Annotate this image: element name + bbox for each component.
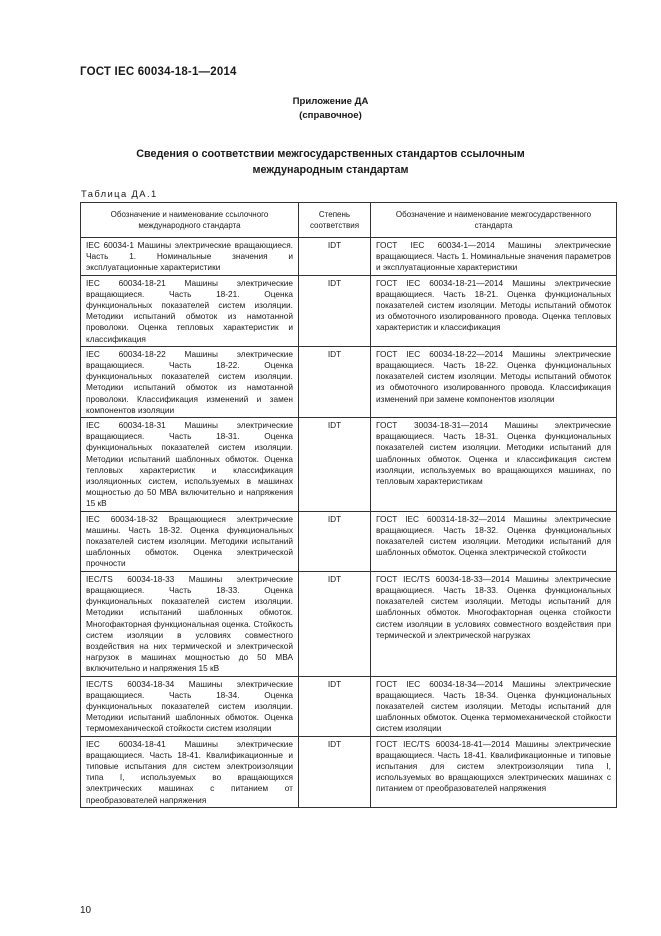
degree-cell: IDT xyxy=(299,736,371,807)
document-title: Сведения о соответствии межгосударственных стандартов ссылочным международным стандартам xyxy=(136,148,525,176)
correspondence-table xyxy=(80,202,617,808)
interstate-standard-cell: ГОСТ IEC 60034-18-34—2014 Машины электрические вращающиеся. Часть 18-34. Оценка функциональных показателей систем изоляции. Методы испытаний для шаблонных обмоток. Оценка термомеханической стойкости систем изоляции xyxy=(371,676,617,736)
international-standard-cell: IEC 60034-1 Машины электрические вращающиеся. Часть 1. Номинальные значения и эксплуатационные характеристики xyxy=(81,238,299,276)
table-row xyxy=(81,346,617,417)
interstate-standard-cell: ГОСТ IEC 600314-18-32—2014 Машины электрические вращающиеся. Часть 18-32. Оценка функциональных показателей систем изоляции. Методики испытаний для шаблонных обмоток. Оценка электрической стойкости xyxy=(371,511,617,571)
column-header-interstate: Обозначение и наименование межгосударственного стандарта xyxy=(371,203,617,238)
degree-cell: IDT xyxy=(299,571,371,676)
table-header-row xyxy=(81,203,617,238)
international-standard-cell: IEC 60034-18-31 Машины электрические вращающиеся. Часть 18-31. Оценка функциональных показателей систем изоляции. Методики испытаний шаблонных обмоток. Оценка тепловых характеристик и классификация изоляционных систем, используемых в машинах мощностью до 50 МВА включительно и напряжения 15 кВ xyxy=(81,418,299,512)
interstate-standard-cell: ГОСТ IEC 60034-18-21—2014 Машины электрические вращающиеся. Часть 18-21. Оценка функциональных показателей систем изоляции. Методы испытаний обмоток из обмоточного изолированного провода. Оценка тепловых характеристик и классификация xyxy=(371,275,617,346)
international-standard-cell: IEC 60034-18-21 Машины электрические вращающиеся. Часть 18-21. Оценка функциональных показателей систем изоляции. Методики испытаний обмоток из намотанной проволоки. Оценка тепловых характеристик и классификация xyxy=(81,275,299,346)
interstate-standard-cell: ГОСТ IEC 60034-18-22—2014 Машины электрические вращающиеся. Часть 18-22. Оценка функциональных показателей систем изоляции. Методы испытаний обмоток из обмоточного изолированного провода. Классификация изменений при замене компонентов изоляции xyxy=(371,346,617,417)
table-label: Таблица ДА.1 xyxy=(81,188,158,199)
international-standard-cell: IEC 60034-18-22 Машины электрические вращающиеся. Часть 18-22. Оценка функциональных показателей систем изоляции. Методики испытаний обмоток из намотанной проволоки. Классификация изменений и замен компонентов изоляции xyxy=(81,346,299,417)
interstate-standard-cell: ГОСТ IEC 60034-1—2014 Машины электрические вращающиеся. Часть 1. Номинальные значения параметров и эксплуатационные характеристики xyxy=(371,238,617,276)
appendix-title: Приложение ДА xyxy=(292,96,369,107)
table-row xyxy=(81,511,617,571)
interstate-standard-cell: ГОСТ 30034-18-31—2014 Машины электрические вращающиеся. Часть 18-31. Оценка функциональных показателей систем изоляции. Методики испытаний для шаблонных обмоток. Оценка и классификация систем изоляции, используемых во вращающихся машинах, по тепловым характеристикам xyxy=(371,418,617,512)
international-standard-cell: IEC/TS 60034-18-34 Машины электрические вращающиеся. Часть 18-34. Оценка функциональных показателей систем изоляции. Методики испытаний шаблонных обмоток. Оценка термомеханической стойкости систем изоляции xyxy=(81,676,299,736)
table-row xyxy=(81,275,617,346)
interstate-standard-cell: ГОСТ IEC/TS 60034-18-41—2014 Машины электрические вращающиеся. Часть 18-41. Квалификационные и типовые испытания для систем электроизоляции типа I, используемых во вращающихся электрических машинах с питанием от преобразователей напряжения xyxy=(371,736,617,807)
table-row xyxy=(81,418,617,512)
column-header-degree: Степень соответствия xyxy=(299,203,371,238)
table-row xyxy=(81,736,617,807)
degree-cell: IDT xyxy=(299,346,371,417)
standard-code-header: ГОСТ IEC 60034-18-1—2014 xyxy=(80,66,237,78)
column-header-international: Обозначение и наименование ссылочного международного стандарта xyxy=(81,203,299,238)
international-standard-cell: IEC/TS 60034-18-33 Машины электрические вращающиеся. Часть 18-33. Оценка функциональных показателей систем изоляции. Методики испытаний шаблонных обмоток. Многофакторная функциональная оценка. Стойкость систем изоляции в условиях совместного воздействия на них термической и электрической нагрузок в машинах мощностью до 50 МВА включительно и напряжения 15 кВ xyxy=(81,571,299,676)
interstate-standard-cell: ГОСТ IEC/TS 60034-18-33—2014 Машины электрические вращающиеся. Часть 18-33. Оценка функциональных показателей систем изоляции. Методы испытаний для шаблонных обмоток. Многофакторная оценка стойкости систем изоляции в условиях совместного воздействия при термической и электрической нагрузках xyxy=(371,571,617,676)
degree-cell: IDT xyxy=(299,238,371,276)
degree-cell: IDT xyxy=(299,676,371,736)
table-row xyxy=(81,676,617,736)
appendix-note: (справочное) xyxy=(299,110,362,121)
international-standard-cell: IEC 60034-18-41 Машины электрические вращающиеся. Часть 18-41. Квалификационные и типовые испытания для систем электроизоляции типа I, используемых во вращающихся электрических машинах с питанием от преобразователей напряжения xyxy=(81,736,299,807)
degree-cell: IDT xyxy=(299,275,371,346)
degree-cell: IDT xyxy=(299,511,371,571)
degree-cell: IDT xyxy=(299,418,371,512)
table-row xyxy=(81,238,617,276)
international-standard-cell: IEC 60034-18-32 Вращающиеся электрические машины. Часть 18-32. Оценка функциональных показателей систем изоляции. Методики испытаний шаблонных обмоток. Оценка электрической прочности xyxy=(81,511,299,571)
page-number: 10 xyxy=(80,905,92,916)
table-row xyxy=(81,571,617,676)
